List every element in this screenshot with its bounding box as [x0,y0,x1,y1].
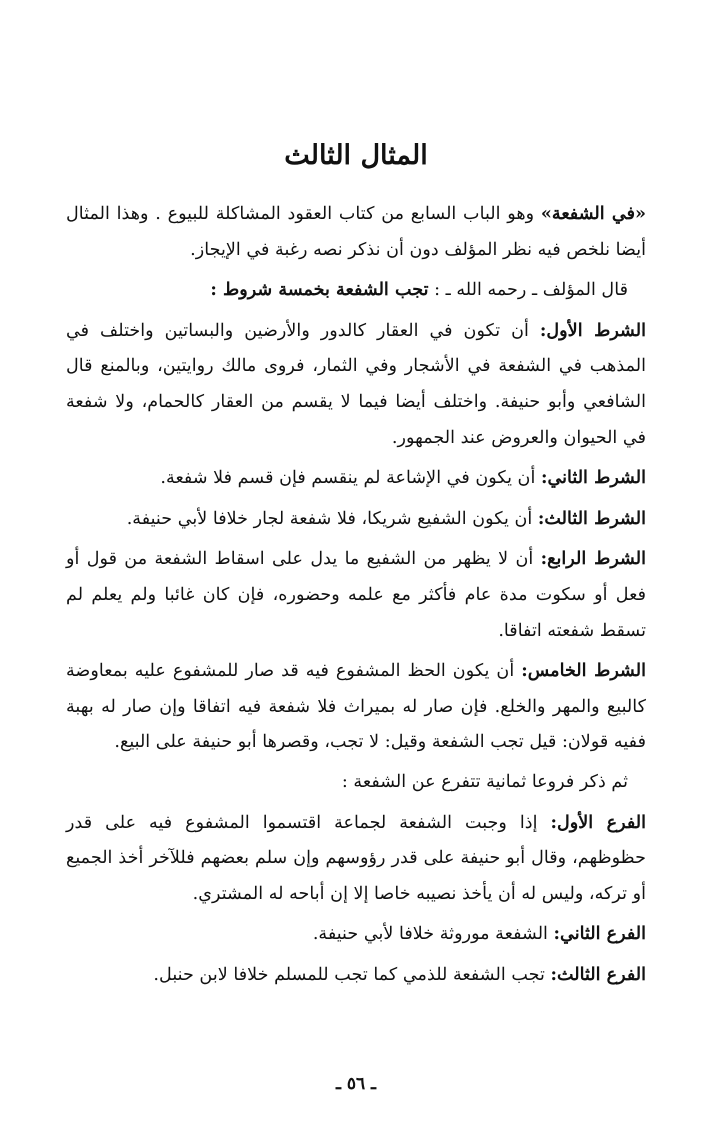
paragraph-text: أن تكون في العقار كالدور والأرضين والبساتين واختلف في المذهب في الشفعة في الأشجار وفي الثمار، فروى مالك روايتين، وبالمنع قال الشافعي وأبو حنيفة. واختلف أيضا فيما لا يقسم من العقار كالحمام، ولا شفعة في الحيوان والعروض عند الجمهور. [66,320,646,448]
paragraph-branches-intro [66,765,646,801]
paragraph-condition-3 [66,501,646,538]
paragraph-text: الشفعة موروثة خلافا لأبي حنيفة. [312,924,554,945]
paragraph-text: وهو الباب السابع من كتاب العقود المشاكلة للبيوع . وهذا المثال أيضا نلخص فيه نظر المؤلف دون أن نذكر نصه رغبة في الإيجاز. [66,204,646,260]
paragraph-text: أن يكون الشفيع شريكا، فلا شفعة لجار خلافا لأبي حنيفة. [126,508,538,529]
page-number: ـ ٥٦ ـ [335,1074,377,1094]
paragraph-author-quote [66,272,646,309]
paragraph-text: أن يكون في الإشاعة لم ينقسم فإن قسم فلا شفعة. [160,468,541,489]
paragraph-lead: الفرع الثاني: [553,923,646,945]
paragraph-text: قال المؤلف ـ رحمه الله ـ : [428,280,628,301]
paragraph-lead: الشرط الثاني: [540,467,646,489]
body-text [66,196,646,997]
paragraph-lead: الفرع الأول: [550,811,646,833]
paragraph-lead: الفرع الثالث: [550,963,646,985]
paragraph-branch-2 [66,916,646,953]
paragraph-condition-4 [66,541,646,649]
paragraph-condition-2 [66,460,646,497]
paragraph-text: ثم ذكر فروعا ثمانية تتفرع عن الشفعة : [341,771,628,792]
paragraph-lead: «في الشفعة» [540,203,646,224]
paragraph-text: أن يكون الحظ المشفوع فيه قد صار للمشفوع عليه بمعاوضة كالبيع والمهر والخلع. فإن صار له بميراث فلا شفعة فيه اتفاقا وإن صار له بهبة ففيه قولان: قيل تجب الشفعة وقيل: لا تجب، وقصرها أبو حنيفة على البيع. [66,661,646,753]
paragraph-lead: الشرط الخامس: [521,660,646,682]
paragraph-text: إذا وجبت الشفعة لجماعة اقتسموا المشفوع فيه على قدر حظوظهم، وقال أبو حنيفة على قدر رؤوسهم وإن سلم بعضهم فللآخر أخذ الجميع أو تركه، وليس له أن يأخذ نصيبه خاصا إلا إن أباحه له المشتري. [66,812,646,904]
paragraph-text: أن لا يظهر من الشفيع ما يدل على اسقاط الشفعة من قول أو فعل أو سكوت مدة عام فأكثر مع علمه وحضوره، فإن كان غائبا ولم يعلم لم تسقط شفعته اتفاقا. [66,549,646,641]
paragraph-intro [66,196,646,268]
paragraph-branch-3 [66,957,646,994]
page-title: المثال الثالث [284,140,428,171]
paragraph-branch-1 [66,805,646,913]
paragraph-text: تجب الشفعة للذمي كما تجب للمسلم خلافا لابن حنبل. [153,964,551,985]
paragraph-tail: تجب الشفعة بخمسة شروط : [210,279,429,301]
paragraph-lead: الشرط الأول: [539,319,646,341]
paragraph-lead: الشرط الثالث: [537,507,646,529]
paragraph-condition-5 [66,653,646,761]
paragraph-condition-1 [66,313,646,456]
paragraph-lead: الشرط الرابع: [540,548,646,570]
